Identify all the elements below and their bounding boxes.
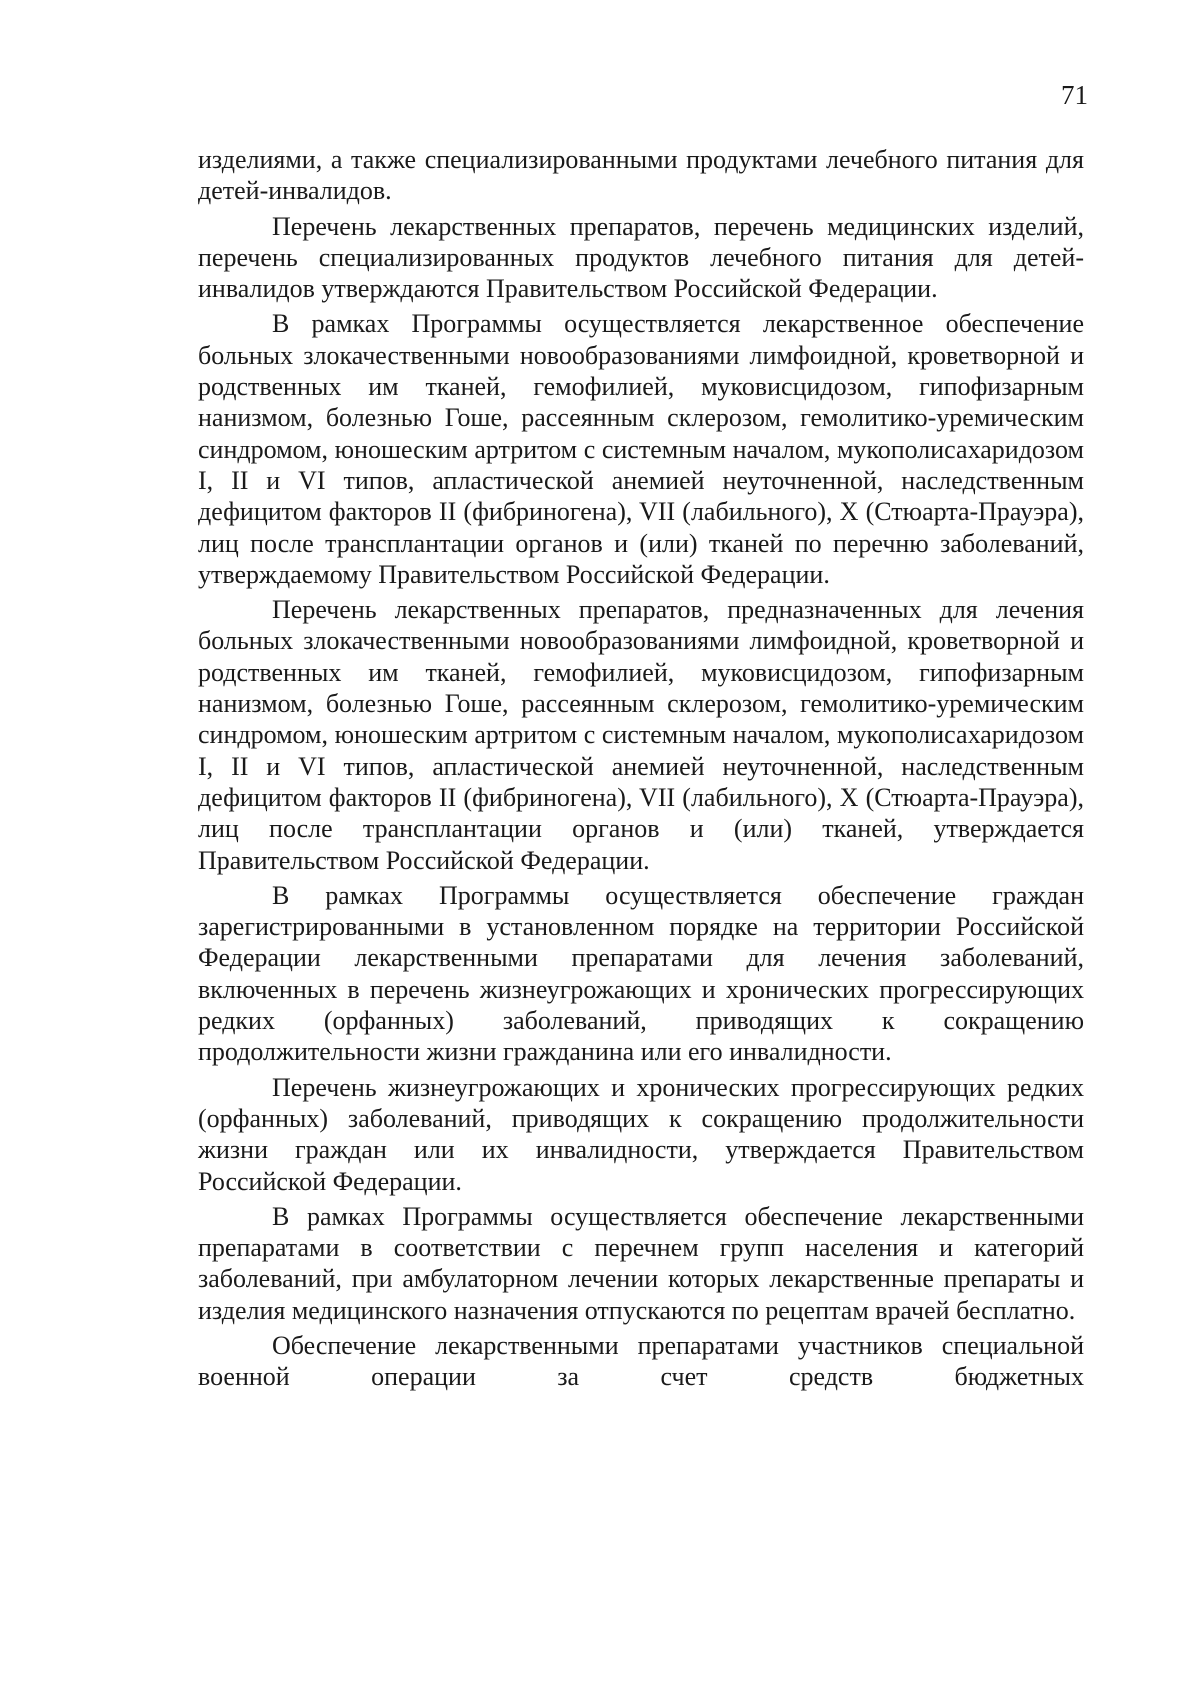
page-number: 71 [1061, 80, 1088, 110]
paragraph-drug-list-approval: Перечень лекарственных препаратов, предназначенных для лечения больных злокачественными новообразованиями лимфоидной, кроветворной и родственных им тканей, гемофилией, муковисцидозом, гипофизарным нанизмом, болезнью Гоше, рассеянным склерозом, гемолитико-уремическим синдромом, юношеским артритом с системным началом, мукополисахаридозом I, II и VI типов, апластической анемией неуточненной, наследственным дефицитом факторов II (фибриногена), VII (лабильного), X (Стюарта-Прауэра), лиц после трансплантации органов и (или) тканей, утверждается Правительством Российской Федерации. [198, 595, 1084, 875]
paragraph-orphan-provision: В рамках Программы осуществляется обеспечение граждан зарегистрированными в установленном порядке на территории Российской Федерации лекарственными препаратами для лечения заболеваний, включенных в перечень жизнеугрожающих и хронических прогрессирующих редких (орфанных) заболеваний, приводящих к сокращению продолжительности жизни гражданина или его инвалидности. [198, 880, 1084, 1067]
paragraph-orphan-list-approval: Перечень жизнеугрожающих и хронических прогрессирующих редких (орфанных) заболеваний, приводящих к сокращению продолжительности жизни граждан или их инвалидности, утверждается Правительством Российской Федерации. [198, 1072, 1084, 1196]
paragraph-medicine-lists: Перечень лекарственных препаратов, перечень медицинских изделий, перечень специализированных продуктов лечебного питания для детей-инвалидов утверждаются Правительством Российской Федерации. [198, 211, 1084, 304]
paragraph-military-operation: Обеспечение лекарственными препаратами участников специальной военной операции за счет средств бюджетных [198, 1330, 1084, 1392]
paragraph-continuation: изделиями, а также специализированными продуктами лечебного питания для детей-инвалидов. [198, 145, 1084, 206]
document-body [198, 144, 1084, 1397]
paragraph-free-prescriptions: В рамках Программы осуществляется обеспечение лекарственными препаратами в соответствии с перечнем групп населения и категорий заболеваний, при амбулаторном лечении которых лекарственные препараты и изделия медицинского назначения отпускаются по рецептам врачей бесплатно. [198, 1201, 1084, 1325]
paragraph-drug-provision: В рамках Программы осуществляется лекарственное обеспечение больных злокачественными новообразованиями лимфоидной, кроветворной и родственных им тканей, гемофилией, муковисцидозом, гипофизарным нанизмом, болезнью Гоше, рассеянным склерозом, гемолитико-уремическим синдромом, юношеским артритом с системным началом, мукополисахаридозом I, II и VI типов, апластической анемией неуточненной, наследственным дефицитом факторов II (фибриногена), VII (лабильного), X (Стюарта-Прауэра), лиц после трансплантации органов и (или) тканей по перечню заболеваний, утверждаемому Правительством Российской Федерации. [198, 309, 1084, 589]
